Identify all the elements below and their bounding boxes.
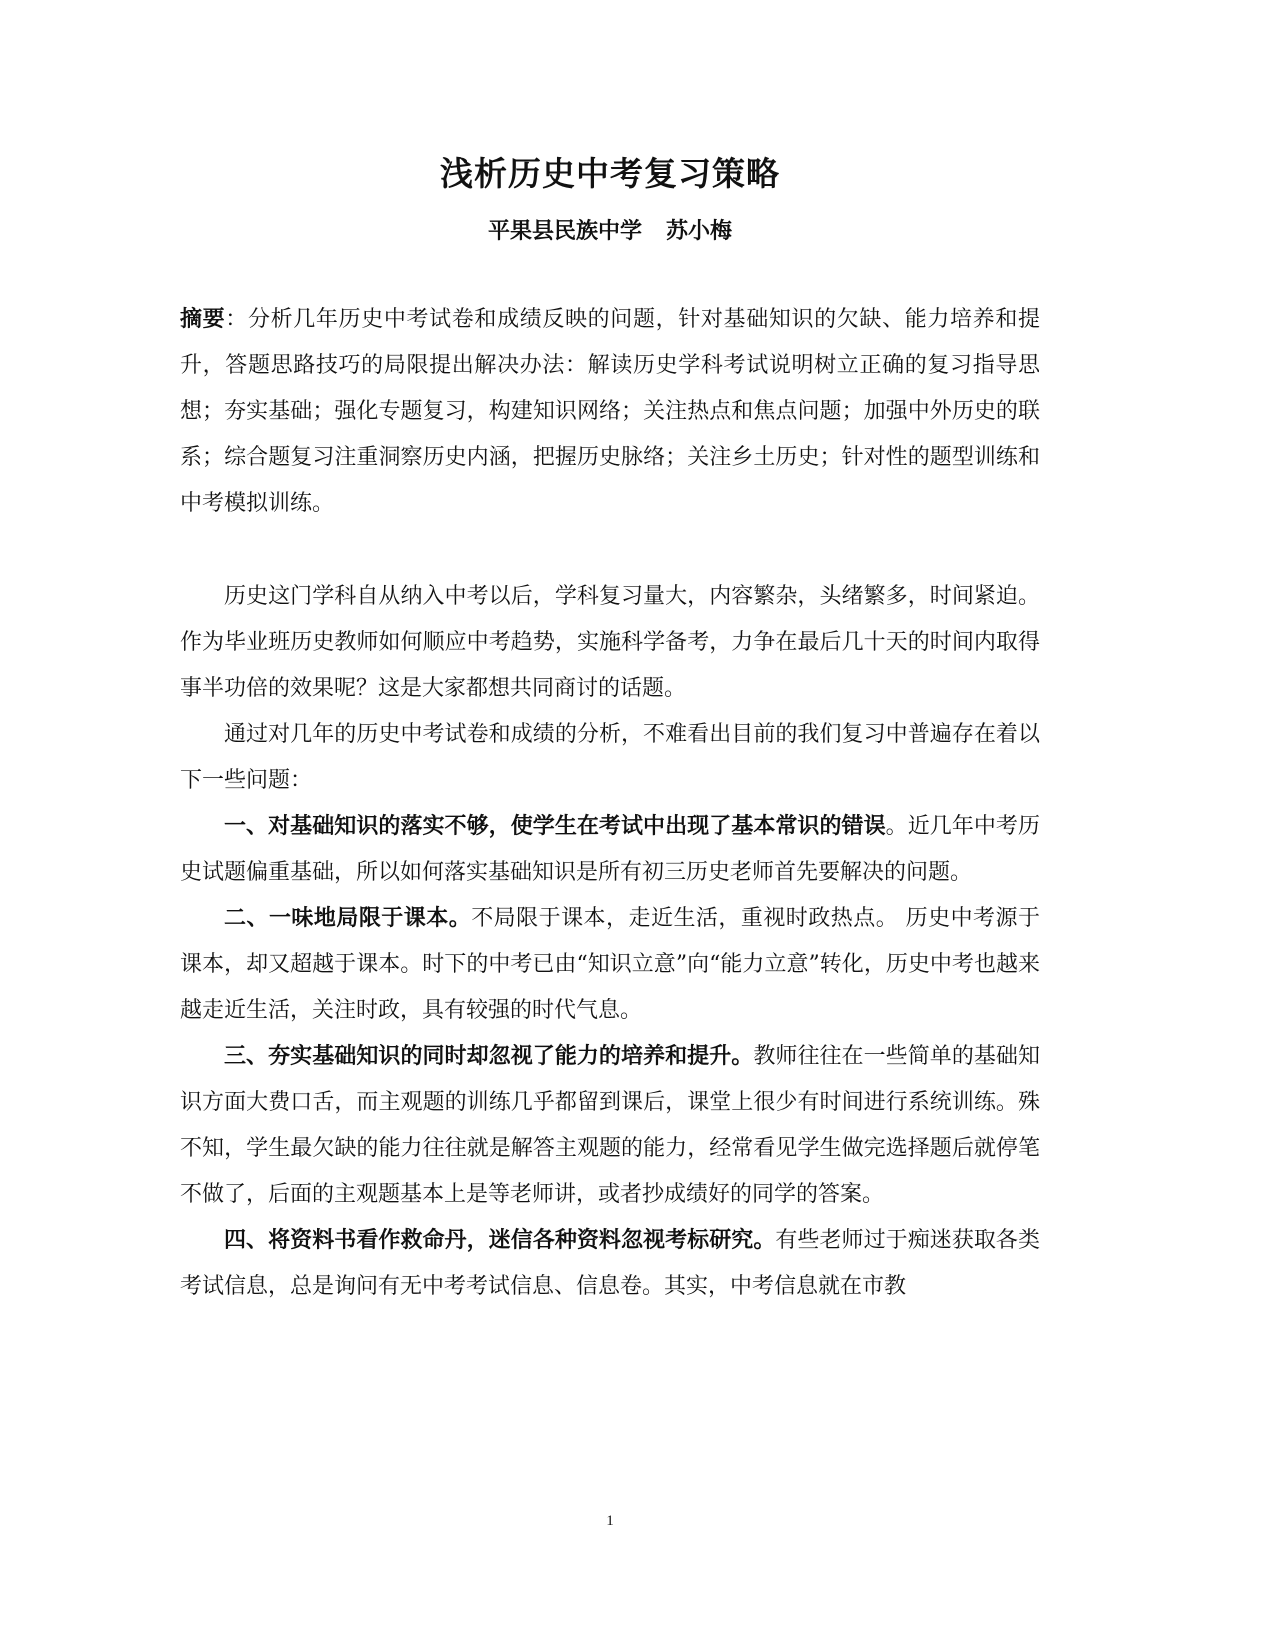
document-page: [180, 0, 1040, 1650]
paragraph-text: 不局限于课本，走近生活，重视时政热点。 历史中考源于课本，却又超越于课本。时下的中考已由“知识立意”向“能力立意”转化，历史中考也越来越走近生活，关注时政，具有较强的时代气息。: [180, 906, 1040, 1023]
paragraph-text: 历史这门学科自从纳入中考以后，学科复习量大，内容繁杂，头绪繁多，时间紧迫。作为毕业班历史教师如何顺应中考趋势，实施科学备考，力争在最后几十天的时间内取得事半功倍的效果呢？这是大家都想共同商讨的话题。: [180, 584, 1040, 701]
author-school: 平果县民族中学: [487, 218, 642, 244]
abstract-text: 分析几年历史中考试卷和成绩反映的问题，针对基础知识的欠缺、能力培养和提升，答题思路技巧的局限提出解决办法：解读历史学科考试说明树立正确的复习指导思想；夯实基础；强化专题复习，构建知识网络；关注热点和焦点问题；加强中外历史的联系；综合题复习注重洞察历史内涵，把握历史脉络；关注乡土历史；针对性的题型训练和中考模拟训练。: [180, 307, 1040, 516]
author-name: 苏小梅: [666, 218, 733, 244]
paragraph-heading: 一、对基础知识的落实不够，使学生在考试中出现了基本常识的错误: [224, 814, 886, 839]
paragraph-heading: 四、将资料书看作救命丹，迷信各种资料忽视考标研究。: [224, 1228, 776, 1253]
paragraph-problems-intro: [180, 712, 1040, 804]
paragraph-heading: 三、夯实基础知识的同时却忽视了能力的培养和提升。: [224, 1044, 754, 1069]
body-text: [180, 574, 1040, 1310]
paragraph-text: 通过对几年的历史中考试卷和成绩的分析，不难看出目前的我们复习中普遍存在着以下一些问题：: [180, 722, 1040, 793]
paragraph-problem-2: [180, 896, 1040, 1034]
page-number: 1: [606, 1513, 614, 1529]
document-title: 浅析历史中考复习策略: [440, 154, 780, 193]
abstract-separator: ：: [225, 307, 248, 332]
paragraph-text: 。近几年中考历史试题偏重基础，所以如何落实基础知识是所有初三历史老师首先要解决的问题。: [180, 814, 1040, 885]
abstract: [180, 297, 1040, 527]
abstract-label: 摘要: [180, 307, 226, 332]
paragraph-heading: 二、一味地局限于课本。: [224, 906, 472, 931]
paragraph-text: 教师往往在一些简单的基础知识方面大费口舌，而主观题的训练几乎都留到课后，课堂上很少有时间进行系统训练。殊不知，学生最欠缺的能力往往就是解答主观题的能力，经常看见学生做完选择题后就停笔不做了，后面的主观题基本上是等老师讲，或者抄成绩好的同学的答案。: [180, 1044, 1040, 1207]
paragraph-problem-1: [180, 804, 1040, 896]
author-line: [180, 214, 1040, 245]
paragraph-problem-3: [180, 1034, 1040, 1218]
paragraph-text: 有些老师过于痴迷获取各类考试信息，总是询问有无中考考试信息、信息卷。其实，中考信息就在市教: [180, 1228, 1040, 1299]
paragraph-problem-4: [180, 1218, 1040, 1310]
paragraph-intro: [180, 574, 1040, 712]
